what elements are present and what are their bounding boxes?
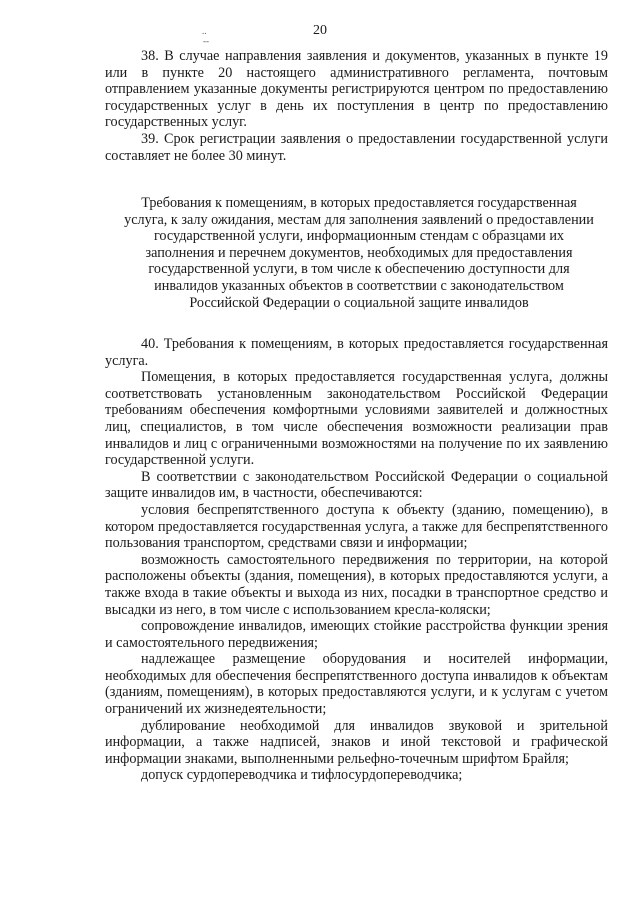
list-item-access-conditions: условия беспрепятственного доступа к объекту (зданию, помещению), в котором предоставляется государственная услуга, а также для беспрепятственного пользования транспортом, средствами связи и информации; xyxy=(105,501,608,552)
page-number: 20 xyxy=(313,23,327,38)
section-heading xyxy=(112,195,606,311)
heading-line: инвалидов указанных объектов в соответствии с законодательством xyxy=(154,277,564,294)
paragraphs-after-heading xyxy=(105,336,608,784)
paragraph-legislation: В соответствии с законодательством Российской Федерации о социальной защите инвалидов им, в частности, обеспечиваются: xyxy=(105,468,608,502)
heading-line: государственной услуги, в том числе к обеспечению доступности для xyxy=(148,261,570,278)
heading-line: Требования к помещениям, в которых предоставляется государственная xyxy=(141,195,577,211)
scan-speck: -- xyxy=(203,36,209,46)
list-item-equipment: надлежащее размещение оборудования и носителей информации, необходимых для обеспечения беспрепятственного доступа инвалидов к объектам (зданиям, помещениям), в которых предоставляются услуги, и к услугам с учетом ограничений их жизнедеятельности; xyxy=(105,651,608,718)
list-item-duplication: дублирование необходимой для инвалидов звуковой и зрительной информации, а также надписей, знаков и иной текстовой и графической информации знаками, выполненными рельефно-точечным шрифтом Брайля; xyxy=(105,717,608,767)
list-item-interpreter: допуск сурдопереводчика и тифлосурдопереводчика; xyxy=(141,767,463,784)
heading-line: Российской Федерации о социальной защите инвалидов xyxy=(189,294,529,311)
list-item-movement: возможность самостоятельного передвижения по территории, на которой расположены объекты (здания, помещения), в которых предоставляются услуги, а также входа в такие объекты и выхода из них, посадки в транспортное средство и высадки из него, в том числе с использованием кресла-коляски; xyxy=(105,551,608,618)
scan-speck: .. xyxy=(202,26,207,36)
heading-line: услуга, к залу ожидания, местам для заполнения заявлений о предоставлении xyxy=(124,211,594,228)
paragraphs-before-heading xyxy=(105,48,608,164)
paragraph-39: 39. Срок регистрации заявления о предоставлении государственной услуги составляет не более 30 минут. xyxy=(105,130,608,164)
heading-line: заполнения и перечнем документов, необходимых для предоставления xyxy=(145,244,573,261)
list-item-escort: сопровождение инвалидов, имеющих стойкие расстройства функции зрения и самостоятельного передвижения; xyxy=(105,618,608,651)
paragraph-40: 40. Требования к помещениям, в которых предоставляется государственная услуга. xyxy=(105,336,608,369)
paragraph-38: 38. В случае направления заявления и документов, указанных в пункте 19 или в пункте 20 настоящего административного регламента, почтовым отправлением указанные документы регистрируются центром по предоставлению государственных услуг в день их поступления в центр по предоставлению государственных услуг. xyxy=(105,48,608,131)
paragraph-premises: Помещения, в которых предоставляется государственная услуга, должны соответствовать установленным законодательством Российской Федерации требованиям обеспечения комфортными условиями заявителей и должностных лиц, специалистов, в том числе обеспечения возможности реализации прав инвалидов и лиц с ограниченными возможностями на получение по их заявлению государственной услуги. xyxy=(105,369,608,469)
heading-line: государственной услуги, информационным стендам с образцами их xyxy=(153,228,565,245)
